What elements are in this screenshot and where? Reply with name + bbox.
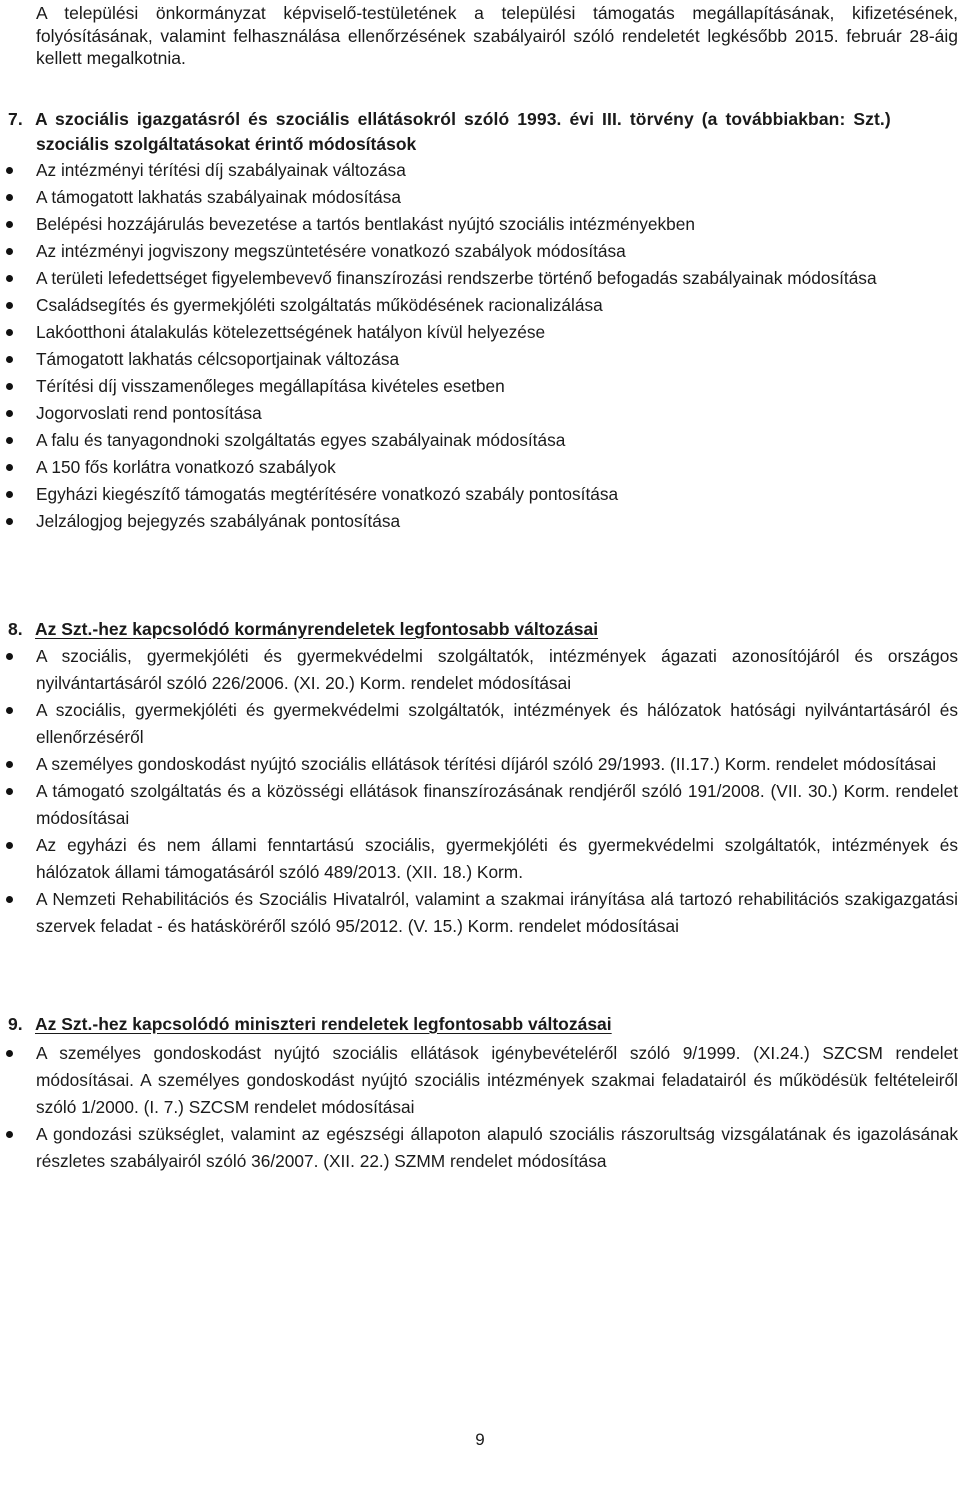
list-item [0,427,960,454]
bullet-icon [6,896,13,903]
list-item [0,184,960,211]
section-8-list [0,643,960,940]
list-item [0,643,960,697]
list-item [0,1040,960,1121]
list-item-text: Az egyházi és nem állami fenntartású szociális, gyermekjóléti és gyermekvédelmi szolgáltatók, intézmények és hálózatok állami támogatásáról szóló 489/2013. (XII. 18.) Korm. [36,835,958,882]
list-item [0,886,960,940]
list-item-text: A személyes gondoskodást nyújtó szociális ellátások igénybevételéről szóló 9/1999. (XI.24.) SZCSM rendelet módosításai. A személyes gondoskodást nyújtó szociális intézmények szakmai feladatairól és működésük feltételeiről szóló 1/2000. (I. 7.) SZCSM rendelet módosításai [36,1043,958,1117]
bullet-icon [6,518,13,525]
list-item [0,778,960,832]
list-item-text: Belépési hozzájárulás bevezetése a tartós bentlakást nyújtó szociális intézményekben [36,214,695,234]
section-7-number: 7. [8,109,23,129]
list-item [0,508,960,535]
list-item-text: Egyházi kiegészítő támogatás megtérítésére vonatkozó szabály pontosítása [36,484,619,504]
bullet-icon [6,761,13,768]
bullet-icon [6,410,13,417]
bullet-icon [6,275,13,282]
bullet-icon [6,302,13,309]
list-item-text: A szociális, gyermekjóléti és gyermekvédelmi szolgáltatók, intézmények ágazati azonosítójáról és országos nyilvántartásáról szóló 226/2006. (XI. 20.) Korm. rendelet módosításai [36,646,958,693]
bullet-icon [6,248,13,255]
bullet-icon [6,1050,13,1057]
list-item [0,346,960,373]
section-7-subtitle: szociális szolgáltatásokat érintő módosítások [36,134,417,154]
list-item-text: Térítési díj visszamenőleges megállapítása kivételes esetben [36,376,505,396]
list-item-text: Lakóotthoni átalakulás kötelezettségének hatályon kívül helyezése [36,322,546,342]
section-7-list [0,157,960,535]
list-item [0,211,960,238]
bullet-icon [6,1131,13,1138]
bullet-icon [6,491,13,498]
list-item [0,454,960,481]
list-item-text: Az intézményi jogviszony megszüntetésére vonatkozó szabályok módosítása [36,241,626,261]
list-item-text: Jelzálogjog bejegyzés szabályának pontosítása [36,511,401,531]
bullet-icon [6,707,13,714]
list-item [0,832,960,886]
bullet-icon [6,842,13,849]
section-9-title: Az Szt.-hez kapcsolódó miniszteri rendeletek legfontosabb változásai [35,1014,612,1034]
bullet-icon [6,383,13,390]
intro-paragraph: A települési önkormányzat képviselő-testületének a települési támogatás megállapításának, kifizetésének, folyósításának, valamint felhasználása ellenőrzésének szabályairól szóló rendeletét legkésőbb 2015. február 28-áig kellett megalkotnia. [36,3,958,68]
list-item-text: A Nemzeti Rehabilitációs és Szociális Hivatalról, valamint a szakmai irányítása alá tartozó rehabilitációs szakigazgatási szervek feladat - és hatásköréről szóló 95/2012. (V. 15.) Korm. rendelet módosításai [36,889,958,936]
bullet-icon [6,329,13,336]
list-item-text: A gondozási szükséglet, valamint az egészségi állapoton alapuló szociális rászorultság vizsgálatának és igazolásának részletes szabályairól szóló 36/2007. (XII. 22.) SZMM rendelet módosítása [36,1124,958,1171]
bullet-icon [6,167,13,174]
section-9-list [0,1040,960,1175]
bullet-icon [6,356,13,363]
section-8-heading [8,617,958,642]
section-7-heading [8,107,958,157]
page-number: 9 [475,1430,485,1449]
list-item [0,751,960,778]
section-7-title: A szociális igazgatásról és szociális ellátásokról szóló 1993. évi III. törvény (a továbbiakban: Szt.) [35,109,891,129]
list-item [0,265,960,292]
list-item [0,373,960,400]
list-item-text: A 150 fős korlátra vonatkozó szabályok [36,457,336,477]
list-item [0,481,960,508]
section-9-number: 9. [8,1014,23,1034]
list-item-text: A területi lefedettséget figyelembevevő finanszírozási rendszerbe történő befogadás szabályainak módosítása [36,268,877,288]
bullet-icon [6,437,13,444]
list-item [0,292,960,319]
list-item-text: Jogorvoslati rend pontosítása [36,403,262,423]
list-item-text: Az intézményi térítési díj szabályainak változása [36,160,406,180]
list-item [0,319,960,346]
list-item [0,157,960,184]
list-item [0,400,960,427]
bullet-icon [6,194,13,201]
list-item-text: A falu és tanyagondnoki szolgáltatás egyes szabályainak módosítása [36,430,566,450]
section-8-title: Az Szt.-hez kapcsolódó kormányrendeletek legfontosabb változásai [35,619,599,639]
bullet-icon [6,653,13,660]
list-item-text: A szociális, gyermekjóléti és gyermekvédelmi szolgáltatók, intézmények és hálózatok hatósági nyilvántartásáról és ellenőrzéséről [36,700,958,747]
list-item-text: Családsegítés és gyermekjóléti szolgáltatás működésének racionalizálása [36,295,603,315]
bullet-icon [6,788,13,795]
list-item [0,1121,960,1175]
list-item-text: A támogatott lakhatás szabályainak módosítása [36,187,402,207]
bullet-icon [6,464,13,471]
list-item-text: Támogatott lakhatás célcsoportjainak változása [36,349,400,369]
section-8-number: 8. [8,619,23,639]
section-9-heading [8,1012,958,1037]
bullet-icon [6,221,13,228]
list-item [0,697,960,751]
list-item [0,238,960,265]
list-item-text: A személyes gondoskodást nyújtó szociális ellátások térítési díjáról szóló 29/1993. (II.17.) Korm. rendelet módosításai [36,754,937,774]
list-item-text: A támogató szolgáltatás és a közösségi ellátások finanszírozásának rendjéről szóló 191/2008. (VII. 30.) Korm. rendelet módosításai [36,781,958,828]
